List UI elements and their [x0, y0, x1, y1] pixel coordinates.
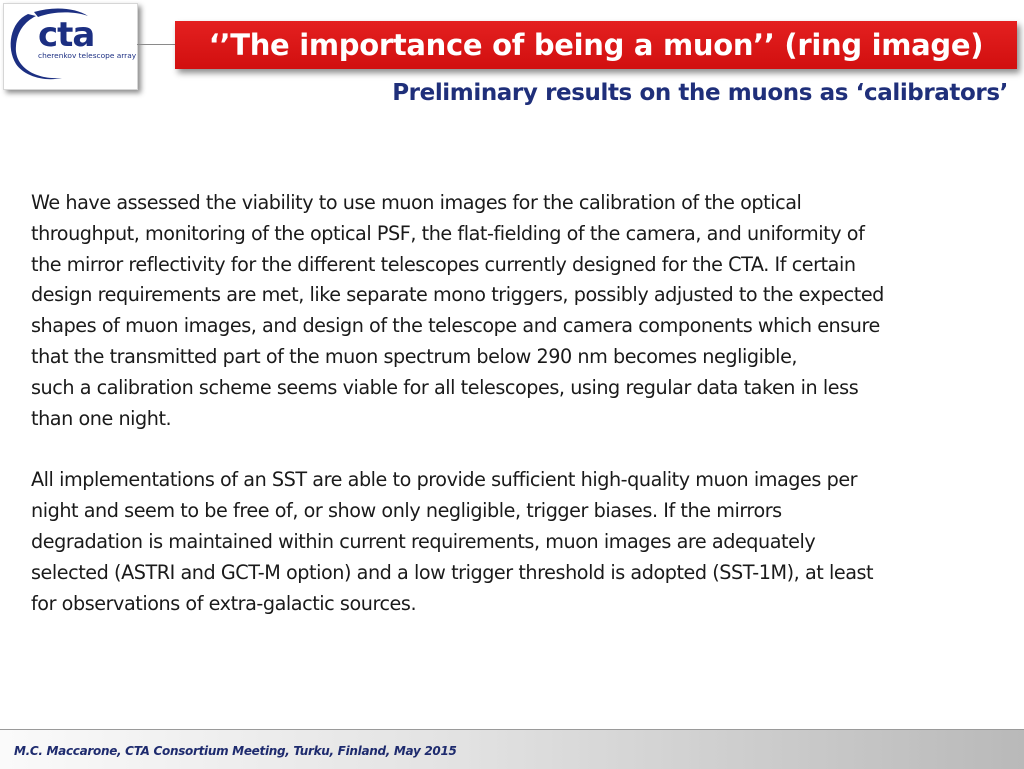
logo-connector-line [137, 44, 177, 45]
slide-subtitle: Preliminary results on the muons as ‘calibrators’ [392, 80, 1008, 106]
cta-logo-graphic [4, 4, 137, 89]
paragraph-2: All implementations of an SST are able to provide sufficient high-quality muon images per night and seem to be free of, or show only negligible, trigger biases. If the mirrors degradation is maintained within current requirements, muon images are adequately selected (ASTRI and GCT-M option) and a low trigger threshold is adopted (SST-1M), at least for observations of extra-galactic sources. [31, 468, 874, 615]
slide-body [31, 188, 1006, 619]
slide-title: ‘’The importance of being a muon’’ (ring image) [208, 28, 984, 62]
paragraph-1: We have assessed the viability to use muon images for the calibration of the optical throughput, monitoring of the optical PSF, the flat-fielding of the camera, and uniformity of the mirror reflectivity for the different telescopes currently designed for the CTA. If certain design requirements are met, like separate mono triggers, possibly adjusted to the expected shapes of muon images, and design of the telescope and camera components which ensure that the transmitted part of the muon spectrum below 290 nm becomes negligible, such a calibration scheme seems viable for all telescopes, using regular data taken in less than one night. [31, 191, 884, 430]
cta-logo [3, 3, 138, 90]
title-bar [175, 21, 1017, 69]
footer-bar [0, 729, 1024, 769]
logo-tagline: cherenkov telescope array [38, 51, 137, 60]
logo-wordmark: cta [38, 15, 95, 55]
footer-citation: M.C. Maccarone, CTA Consortium Meeting, Turku, Finland, May 2015 [14, 744, 457, 758]
